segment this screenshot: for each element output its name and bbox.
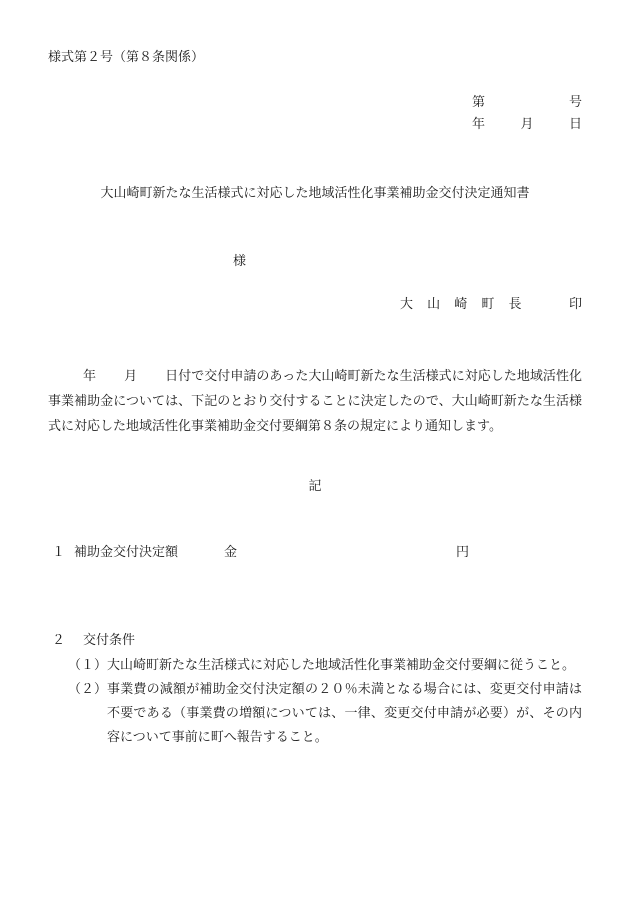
condition-1 <box>68 654 582 678</box>
condition-1-text: 大山崎町新たな生活様式に対応した地域活性化事業補助金交付要綱に従うこと。 <box>107 658 576 673</box>
document-title: 大山崎町新たな生活様式に対応した地域活性化事業補助金交付決定通知書 <box>100 186 530 201</box>
body-month: 月 <box>124 369 138 384</box>
item2-number: ２ <box>52 633 66 648</box>
issuer-seal: 印 <box>568 297 582 312</box>
number-date-block <box>472 96 582 140</box>
item-conditions-heading <box>52 634 135 647</box>
item-grant-amount <box>52 546 482 559</box>
item1-label: 補助金交付決定額 <box>74 545 179 560</box>
condition-2 <box>68 678 582 750</box>
issuer-name: 大 山 崎 町 長 <box>400 297 527 312</box>
ki-heading: 記 <box>308 479 322 494</box>
condition-2-number: （２） <box>68 682 108 697</box>
document-number-row <box>472 96 582 118</box>
body-year: 年 <box>83 369 97 384</box>
date-day: 日 <box>568 117 582 132</box>
issue-date-row <box>472 118 582 140</box>
issuer-line <box>400 298 582 311</box>
form-number: 様式第２号（第８条関係） <box>48 50 205 65</box>
item1-kin: 金 <box>224 545 238 560</box>
item1-number: １ <box>52 545 66 560</box>
item2-label: 交付条件 <box>83 633 136 648</box>
date-year: 年 <box>472 117 486 132</box>
item1-yen: 円 <box>456 545 470 560</box>
condition-2-text: 事業費の減額が補助金交付決定額の２０％未満となる場合には、変更交付申請は不要である（事業費の増額については、一律、変更交付申請が必要）が、その内容について事前に町へ報告すること。 <box>107 682 582 745</box>
body-text: 日付で交付申請のあった大山崎町新たな生活様式に対応した地域活性化事業補助金については、下記のとおり交付することに決定したので、大山崎町新たな生活様式に対応した地域活性化事業補助金交付要綱第８条の規定により通知します。 <box>48 369 582 434</box>
date-month: 月 <box>520 117 534 132</box>
condition-1-number: （１） <box>68 658 108 673</box>
document-number-suffix: 号 <box>568 95 582 110</box>
document-number-prefix: 第 <box>472 95 486 110</box>
addressee-suffix: 様 <box>233 254 247 269</box>
notice-body <box>48 364 582 439</box>
